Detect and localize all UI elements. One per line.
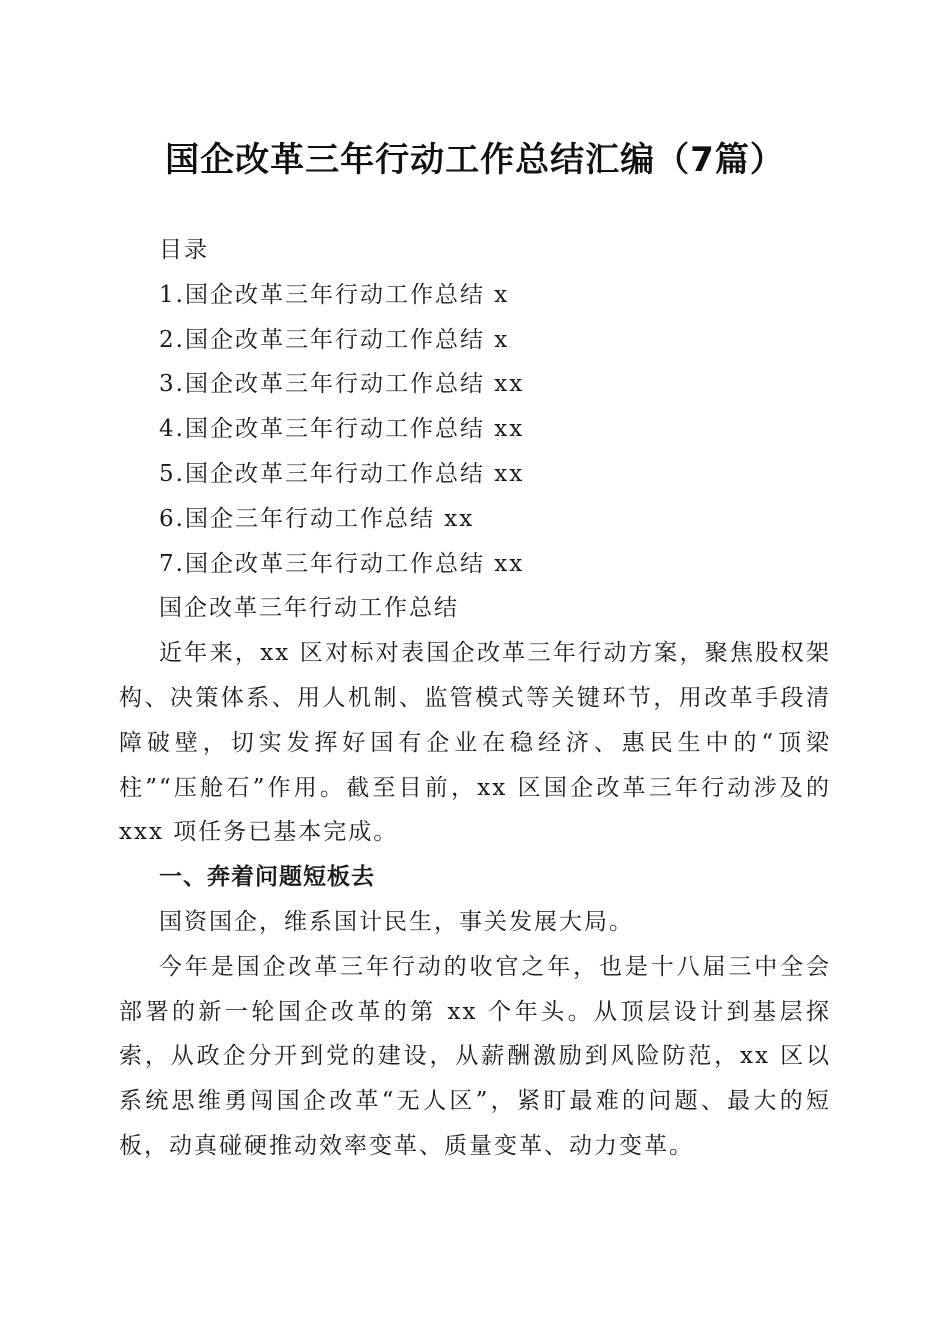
document-body bbox=[119, 228, 831, 1169]
toc-item-1: 1.国企改革三年行动工作总结 x bbox=[159, 281, 510, 308]
article-title: 国企改革三年行动工作总结 bbox=[159, 595, 459, 622]
toc-item-2: 2.国企改革三年行动工作总结 x bbox=[159, 326, 510, 353]
section1-paragraph-1: 国资国企，维系国计民生，事关发展大局。 bbox=[159, 908, 634, 935]
intro-paragraph: 近年来，xx 区对标对表国企改革三年行动方案，聚焦股权架构、决策体系、用人机制、监管模式等关键环节，用改革手段清障破壁，切实发挥好国有企业在稳经济、惠民生中的“顶梁柱”“压舱石”作用。截至目前，xx 区国企改革三年行动涉及的 xxx 项任务已基本完成。 bbox=[119, 640, 831, 846]
toc-item-4: 4.国企改革三年行动工作总结 xx bbox=[159, 416, 525, 443]
toc-item-5: 5.国企改革三年行动工作总结 xx bbox=[159, 460, 525, 487]
toc-item-6: 6.国企三年行动工作总结 xx bbox=[159, 505, 475, 532]
section1-paragraph-2: 今年是国企改革三年行动的收官之年，也是十八届三中全会部署的新一轮国企改革的第 xx 个年头。从顶层设计到基层探索，从政企分开到党的建设，从薪酬激励到风险防范，xx 区以系统思维勇闯国企改革“无人区”，紧盯最难的问题、最大的短板，动真碰硬推动效率变革、质量变革、动力变革。 bbox=[119, 953, 831, 1159]
toc-item-3: 3.国企改革三年行动工作总结 xx bbox=[159, 371, 525, 398]
document-title: 国企改革三年行动工作总结汇编（7篇） bbox=[165, 140, 785, 180]
toc-item-7: 7.国企改革三年行动工作总结 xx bbox=[159, 550, 525, 577]
toc-heading: 目录 bbox=[159, 237, 209, 263]
section-heading-1: 一、奔着问题短板去 bbox=[159, 864, 375, 891]
